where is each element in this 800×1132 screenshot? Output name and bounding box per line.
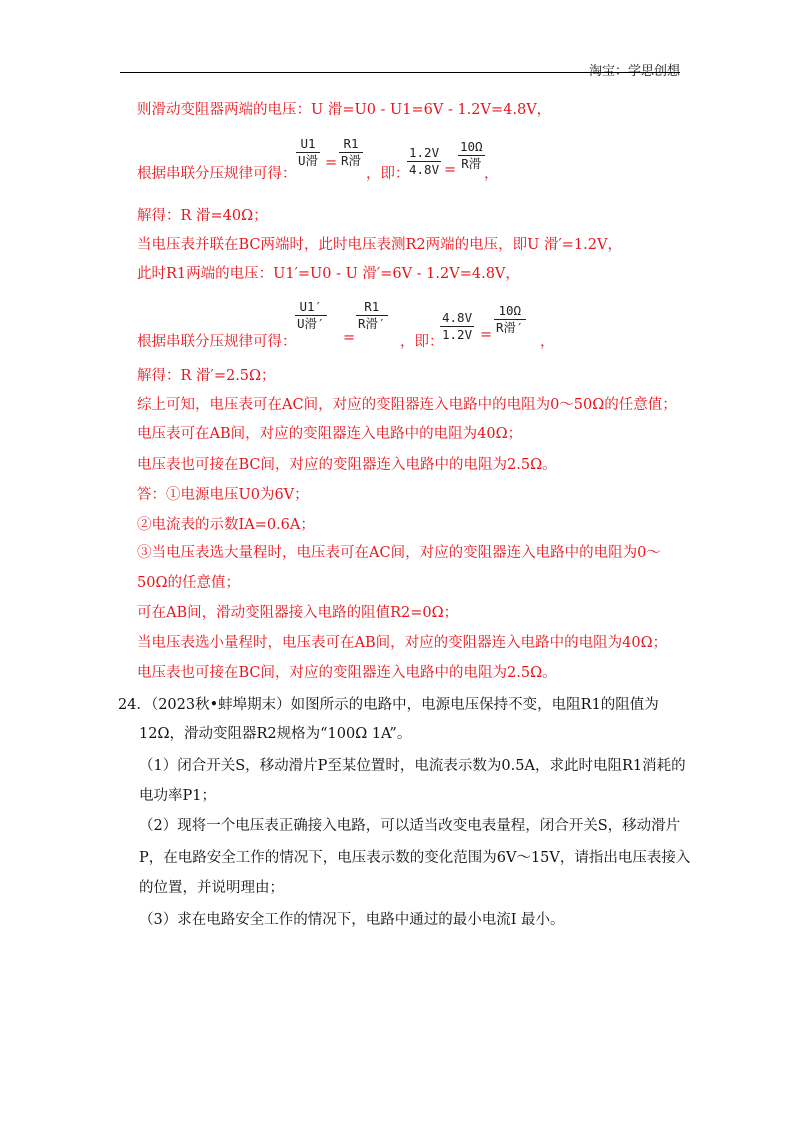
question-line-6: P，在电路安全工作的情况下，电压表示数的变化范围为6V～15V，请指出电压表接入: [139, 850, 691, 866]
fraction-r1-rslide: [339, 136, 363, 169]
question-line-3: （1）闭合开关S，移动滑片P至某位置时，电流表示数为0.5A，求此时电阻R1消耗的: [139, 758, 686, 774]
solution-line-10: 电压表也可接在BC间，对应的变阻器连入电路中的电阻为2.5Ω。: [137, 457, 557, 473]
fraction-numerator: 4.8V: [442, 310, 473, 325]
fraction-10ohm-rslide: [458, 139, 485, 172]
equals-sign: =: [343, 330, 356, 346]
fraction-r1-rslidep: [356, 299, 388, 332]
fraction-1-2v-4-8v: [407, 145, 441, 178]
answer-line-6: 当电压表选小量程时，电压表可在AB间，对应的变阻器连入电路中的电阻为40Ω；: [137, 635, 668, 651]
fraction-denominator: 4.8V: [409, 162, 440, 177]
question-line-1: 24．（2023秋•蚌埠期末）如图所示的电路中，电源电压保持不变，电阻R1的阻值为: [118, 697, 659, 713]
fraction-4-8v-1-2v: [440, 310, 474, 343]
ratio-intro-1: 根据串联分压规律可得：: [137, 166, 297, 182]
equals-sign: =: [325, 155, 338, 171]
fraction-10ohm-rslidep: [494, 303, 526, 336]
fraction-denominator: R滑: [461, 156, 482, 171]
solution-line-4: 当电压表并联在BC两端时，此时电压表测R2两端的电压，即U 滑′=1.2V，: [137, 237, 622, 253]
fraction-denominator: U滑: [298, 153, 319, 168]
solution-line-5: 此时R1两端的电压：U1′=U0 - U 滑′=6V - 1.2V=4.8V，: [137, 266, 520, 282]
answer-line-4: 50Ω的任意值；: [137, 575, 240, 591]
answer-line-5: 可在AB间，滑动变阻器接入电路的阻值R2=0Ω；: [137, 605, 459, 621]
header-rule: [120, 72, 680, 73]
ratio-end-2: ，: [540, 334, 555, 350]
fraction-denominator: 1.2V: [442, 327, 473, 342]
fraction-denominator: R滑′: [358, 316, 386, 331]
fraction-numerator: U1: [300, 136, 316, 151]
solution-line-3: 解得：R 滑=40Ω；: [137, 208, 268, 224]
question-line-5: （2）现将一个电压表正确接入电路，可以适当改变电表量程，闭合开关S，移动滑片: [139, 818, 681, 834]
fraction-numerator: 10Ω: [498, 303, 522, 318]
equals-sign: =: [480, 327, 493, 343]
fraction-numerator: 10Ω: [460, 139, 483, 154]
ratio-connector-2: ，即：: [400, 334, 444, 350]
fraction-denominator: R滑: [341, 153, 362, 168]
fraction-u1p-uslidep: [295, 299, 327, 332]
question-line-7: 的位置，并说明理由；: [139, 880, 284, 896]
fraction-denominator: U滑′: [297, 316, 325, 331]
question-line-4: 电功率P1；: [139, 788, 216, 804]
solution-line-7: 解得：R 滑′=2.5Ω；: [137, 368, 276, 384]
fraction-denominator: R滑′: [496, 320, 524, 335]
ratio-end-1: ，: [484, 166, 499, 182]
answer-line-7: 电压表也可接在BC间，对应的变阻器连入电路中的电阻为2.5Ω。: [137, 665, 557, 681]
fraction-numerator: R1: [343, 136, 359, 151]
fraction-numerator: 1.2V: [409, 145, 440, 160]
ratio-connector-1: ，即：: [366, 166, 410, 182]
fraction-u1-uslide: [296, 136, 320, 169]
header-text: 淘宝：学思创想: [588, 64, 680, 79]
solution-line-9: 电压表可在AB间，对应的变阻器连入电路中的电阻为40Ω；: [137, 426, 523, 442]
ratio-intro-2: 根据串联分压规律可得：: [137, 334, 297, 350]
fraction-numerator: R1: [364, 299, 380, 314]
answer-line-2: ②电流表的示数IA=0.6A；: [137, 517, 315, 533]
question-line-8: （3）求在电路安全工作的情况下，电路中通过的最小电流I 最小。: [139, 912, 565, 928]
answer-line-1: 答：①电源电压U0为6V；: [137, 487, 309, 503]
solution-line-1: 则滑动变阻器两端的电压：U 滑=U0 - U1=6V - 1.2V=4.8V，: [137, 102, 552, 118]
question-line-2: 12Ω，滑动变阻器R2规格为“100Ω 1A”。: [139, 726, 412, 742]
answer-line-3: ③当电压表选大量程时，电压表可在AC间，对应的变阻器连入电路中的电阻为0～: [137, 545, 661, 561]
solution-line-8: 综上可知，电压表可在AC间，对应的变阻器连入电路中的电阻为0～50Ω的任意值；: [137, 397, 677, 413]
equals-sign: =: [444, 162, 457, 178]
fraction-numerator: U1′: [299, 299, 323, 314]
